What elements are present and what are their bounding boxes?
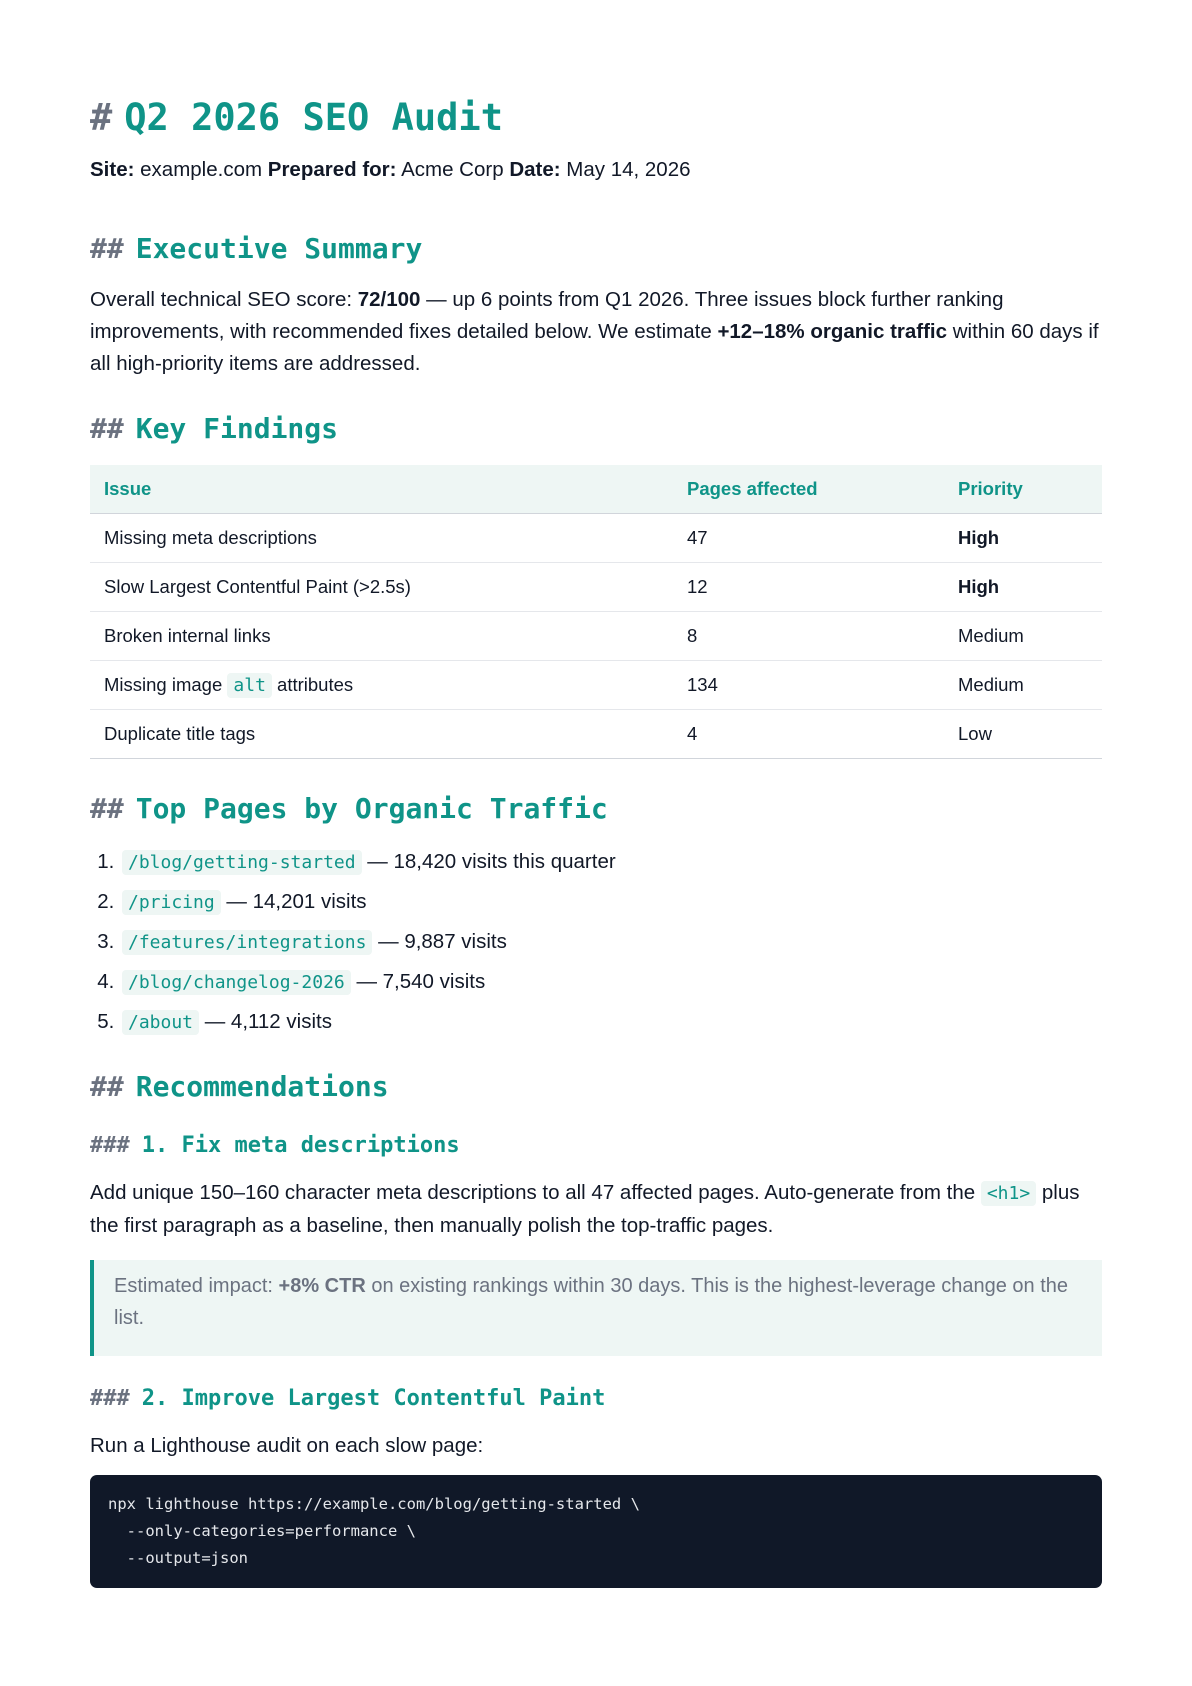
summary-text-2: — up 6 points from Q1 2026. Three issues block further ranking improvements, with recommended fixes detailed below. We estimate xyxy=(90,288,1004,343)
lighthouse-code-block: npx lighthouse https://example.com/blog/getting-started \ --only-categories=performance \ --output=json xyxy=(90,1475,1102,1588)
page-visits: — 9,887 visits xyxy=(372,930,507,953)
prepared-for-value: Acme Corp xyxy=(401,158,504,181)
impact-callout xyxy=(90,1260,1102,1356)
page-path: /blog/getting-started xyxy=(122,850,362,875)
table-row xyxy=(90,661,1102,710)
heading-hash: ## xyxy=(90,232,124,265)
page-visits: — 14,201 visits xyxy=(220,890,367,913)
site-value: example.com xyxy=(140,158,263,181)
heading-hash: ## xyxy=(90,792,124,825)
page-path: /about xyxy=(122,1010,199,1035)
cell-issue xyxy=(90,661,673,710)
rec-2-heading-text: 2. Improve Largest Contentful Paint xyxy=(141,1386,606,1411)
top-pages-heading xyxy=(90,792,608,826)
list-item xyxy=(120,922,1132,962)
list-item xyxy=(120,962,1132,1002)
table-row xyxy=(90,563,1102,612)
page-path: /blog/changelog-2026 xyxy=(122,970,351,995)
cell-pages-affected: 12 xyxy=(673,563,944,612)
date-value: May 14, 2026 xyxy=(566,158,691,181)
cell-priority: High xyxy=(944,563,1102,612)
rec-1-paragraph xyxy=(90,1177,1102,1242)
page-visits: — 18,420 visits this quarter xyxy=(361,850,616,873)
site-label: Site: xyxy=(90,158,135,181)
column-header-priority: Priority xyxy=(944,465,1102,514)
inline-code: <h1> xyxy=(981,1181,1036,1206)
cell-pages-affected: 8 xyxy=(673,612,944,661)
callout-ctr: +8% CTR xyxy=(278,1275,366,1297)
page-title xyxy=(90,96,503,140)
top-pages-list xyxy=(90,842,1132,1042)
rec-2-intro: Run a Lighthouse audit on each slow page: xyxy=(90,1434,484,1457)
list-item xyxy=(120,1002,1132,1042)
prepared-for-label: Prepared for: xyxy=(267,158,397,181)
executive-summary-heading-text: Executive Summary xyxy=(135,232,423,265)
cell-issue: Broken internal links xyxy=(90,612,673,661)
cell-issue: Duplicate title tags xyxy=(90,710,673,759)
page-title-text: Q2 2026 SEO Audit xyxy=(124,96,503,139)
recommendations-heading-text: Recommendations xyxy=(135,1070,389,1103)
callout-text-post: on existing rankings within 30 days. This is the highest-leverage change on the list. xyxy=(114,1275,1069,1329)
cell-issue-text-post: attributes xyxy=(271,674,354,695)
recommendations-heading xyxy=(90,1070,389,1104)
rec-1-heading xyxy=(90,1133,460,1159)
rec-1-heading-text: 1. Fix meta descriptions xyxy=(141,1133,460,1158)
executive-summary-heading xyxy=(90,232,422,266)
list-item xyxy=(120,842,1132,882)
cell-priority: Low xyxy=(944,710,1102,759)
key-findings-heading xyxy=(90,412,338,446)
cell-pages-affected: 134 xyxy=(673,661,944,710)
cell-issue: Slow Largest Contentful Paint (>2.5s) xyxy=(90,563,673,612)
page-visits: — 4,112 visits xyxy=(199,1010,332,1033)
heading-hash: ## xyxy=(90,1070,124,1103)
page-path: /features/integrations xyxy=(122,930,372,955)
page-visits: — 7,540 visits xyxy=(350,970,486,993)
table-row xyxy=(90,612,1102,661)
traffic-estimate: +12–18% organic traffic xyxy=(717,320,948,343)
table-row xyxy=(90,710,1102,759)
cell-issue-text-pre: Missing image xyxy=(104,674,228,695)
heading-hash: # xyxy=(90,96,113,139)
cell-pages-affected: 47 xyxy=(673,514,944,563)
column-header-issue: Issue xyxy=(90,465,673,514)
key-findings-table xyxy=(90,465,1102,759)
cell-issue: Missing meta descriptions xyxy=(90,514,673,563)
summary-text-1: Overall technical SEO score: xyxy=(90,288,358,311)
key-findings-heading-text: Key Findings xyxy=(135,412,339,445)
seo-score: 72/100 xyxy=(357,288,421,311)
executive-summary-paragraph xyxy=(90,284,1102,380)
column-header-pages-affected: Pages affected xyxy=(673,465,944,514)
rec-2-heading xyxy=(90,1386,605,1412)
table-header-row xyxy=(90,465,1102,514)
top-pages-heading-text: Top Pages by Organic Traffic xyxy=(135,792,608,825)
inline-code: alt xyxy=(227,673,272,698)
cell-pages-affected: 4 xyxy=(673,710,944,759)
cell-priority: High xyxy=(944,514,1102,563)
table-row xyxy=(90,514,1102,563)
heading-hash: ### xyxy=(90,1386,130,1411)
list-item xyxy=(120,882,1132,922)
heading-hash: ### xyxy=(90,1133,130,1158)
rec-1-text-2: plus the first paragraph as a baseline, then manually polish the top-traffic pages. xyxy=(90,1181,1080,1237)
rec-1-text-1: Add unique 150–160 character meta descriptions to all 47 affected pages. Auto-generate from the xyxy=(90,1181,981,1204)
page-path: /pricing xyxy=(122,890,221,915)
cell-priority: Medium xyxy=(944,612,1102,661)
cell-priority: Medium xyxy=(944,661,1102,710)
heading-hash: ## xyxy=(90,412,124,445)
document-meta xyxy=(90,154,1102,186)
summary-text-3: within 60 days if all high-priority items are addressed. xyxy=(90,320,1099,375)
date-label: Date: xyxy=(509,158,561,181)
callout-text-pre: Estimated impact: xyxy=(114,1275,279,1297)
